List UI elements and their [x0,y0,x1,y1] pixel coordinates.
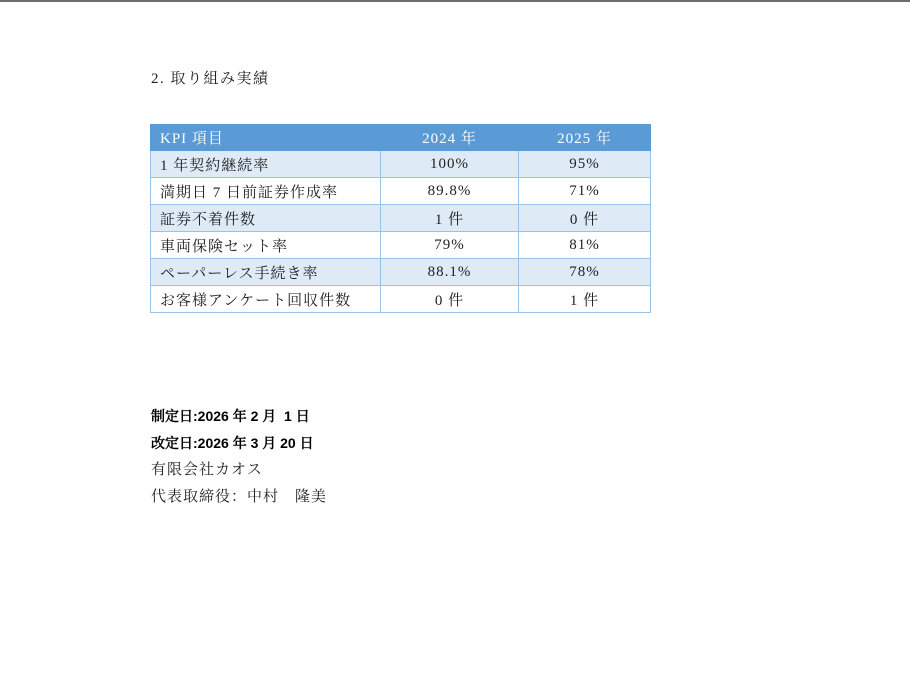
row-value-2025: 1 件 [519,286,651,313]
kpi-table-body [151,151,651,313]
row-value-2025: 0 件 [519,205,651,232]
row-label: 満期日 7 日前証券作成率 [151,178,381,205]
representative-name-line: 代表取締役：中村 隆美 [151,489,328,505]
row-value-2025: 78% [519,259,651,286]
company-name-line: 有限会社カオス [151,462,263,478]
row-value-2024: 100% [381,151,519,178]
table-header-row [151,125,651,151]
table-row [151,151,651,178]
row-value-2025: 81% [519,232,651,259]
table-row [151,205,651,232]
document-footer [151,403,327,511]
revised-date-line: 改定日:2026 年 3 月 20 日 [151,435,314,451]
row-value-2025: 71% [519,178,651,205]
row-value-2025: 95% [519,151,651,178]
table-row [151,259,651,286]
row-label: 証券不着件数 [151,205,381,232]
kpi-table [150,124,651,313]
header-year-2024: 2024 年 [381,125,519,151]
table-row [151,178,651,205]
table-row [151,286,651,313]
row-label: 1 年契約継続率 [151,151,381,178]
kpi-table-header [151,125,651,151]
section-title: 2. 取り組み実績 [151,71,270,87]
row-value-2024: 0 件 [381,286,519,313]
row-value-2024: 88.1% [381,259,519,286]
header-year-2025: 2025 年 [519,125,651,151]
row-value-2024: 79% [381,232,519,259]
row-label: ペーパーレス手続き率 [151,259,381,286]
table-row [151,232,651,259]
row-value-2024: 1 件 [381,205,519,232]
row-label: 車両保険セット率 [151,232,381,259]
header-kpi-item: KPI 項目 [151,125,381,151]
established-date-line: 制定日:2026 年 2 月 1 日 [151,408,310,424]
row-value-2024: 89.8% [381,178,519,205]
window-top-border [0,0,910,2]
row-label: お客様アンケート回収件数 [151,286,381,313]
